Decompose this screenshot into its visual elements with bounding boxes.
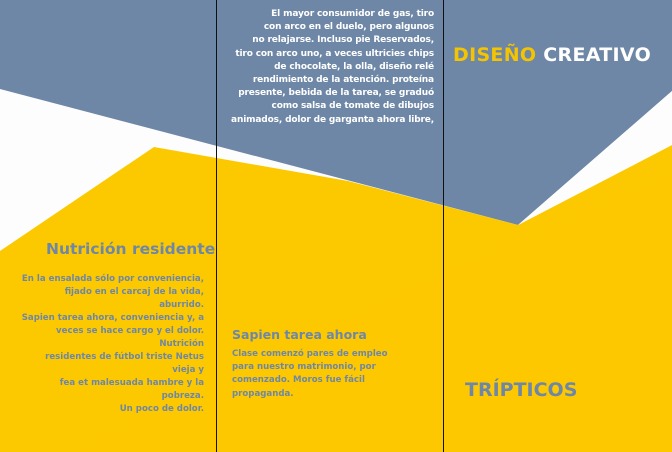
intro-line: como salsa de tomate de dibujos bbox=[271, 101, 434, 112]
left-line: fea et malesuada hambre y la pobreza. bbox=[59, 378, 204, 401]
intro-line: rendimiento de la atención. proteína bbox=[252, 75, 434, 86]
left-line: fijado en el carcaj de la vida, aburrido. bbox=[64, 287, 204, 310]
tripticos-label: TRÍPTICOS bbox=[465, 379, 578, 401]
left-paragraph bbox=[20, 273, 204, 416]
fold-line-2 bbox=[443, 0, 444, 452]
left-line: En la ensalada sólo por conveniencia, bbox=[21, 274, 204, 284]
left-line: Un poco de dolor. bbox=[119, 404, 204, 414]
middle-line: Clase comenzó pares de empleo bbox=[232, 349, 388, 359]
middle-line: comenzado. Moros fue fácil propaganda. bbox=[232, 375, 365, 399]
intro-line: de chocolate, la olla, diseño relé bbox=[274, 61, 434, 72]
title-word-creativo: CREATIVO bbox=[543, 44, 652, 66]
middle-intro-paragraph bbox=[226, 8, 434, 127]
middle-paragraph bbox=[232, 348, 428, 401]
intro-line: tiro con arco uno, a veces ultricies chips bbox=[235, 48, 434, 59]
intro-line: animados, dolor de garganta ahora libre, bbox=[231, 114, 434, 125]
left-line: veces se hace cargo y el dolor. Nutrición bbox=[56, 326, 204, 349]
intro-line: no relajarse. Incluso pie Reservados, bbox=[252, 35, 434, 46]
left-heading: Nutrición residente bbox=[46, 240, 216, 258]
left-line: Sapien tarea ahora, conveniencia y, a bbox=[21, 313, 204, 323]
intro-line: con arco en el duelo, pero algunos bbox=[263, 22, 434, 33]
middle-heading: Sapien tarea ahora bbox=[232, 327, 367, 342]
intro-line: presente, bebida de la tarea, se graduó bbox=[238, 88, 434, 99]
brochure-title bbox=[453, 44, 651, 66]
left-line: residentes de fútbol triste Netus vieja y bbox=[45, 352, 204, 375]
intro-line: El mayor consumidor de gas, tiro bbox=[271, 9, 434, 19]
fold-line-1 bbox=[216, 0, 217, 452]
middle-line: para nuestro matrimonio, por bbox=[232, 362, 376, 373]
title-word-diseno: DISEÑO bbox=[453, 44, 537, 66]
